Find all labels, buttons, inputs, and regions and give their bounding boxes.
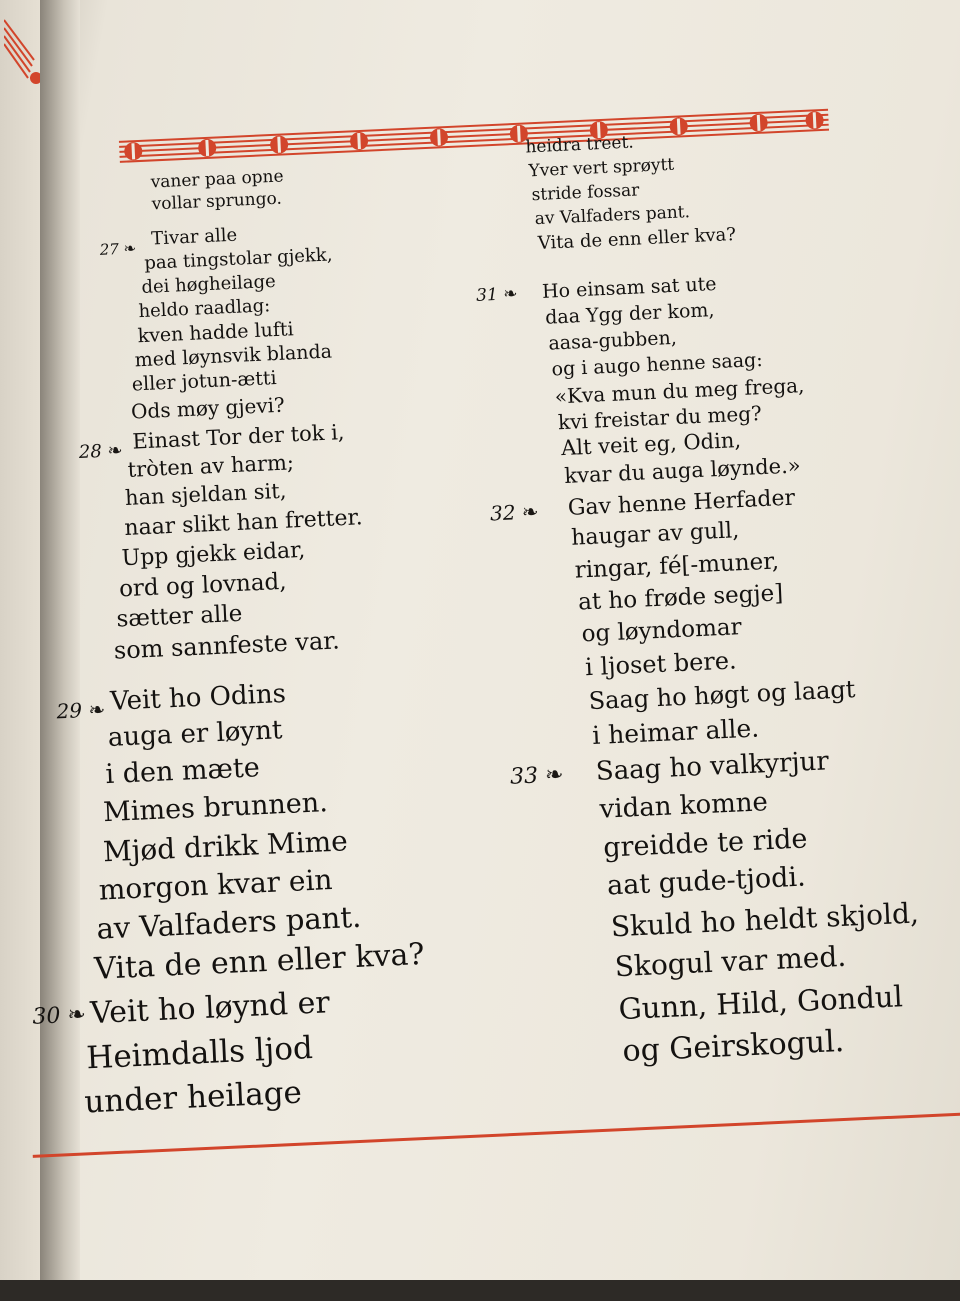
verse-line: i den mæte (104, 752, 261, 791)
stanza-number (32, 1002, 87, 1029)
verse-line: daa Ygg der kom, (544, 299, 715, 329)
verse-line: naar slikt han fretter. (123, 505, 364, 542)
ornamental-border (118, 102, 829, 170)
fleuron-icon: ❧ (118, 239, 137, 259)
verse-line: Mjød drikk Mime (102, 824, 349, 869)
verse-line: Saag ho høgt og laagt (588, 675, 856, 716)
verse-line: han sjeldan sit, (124, 478, 287, 510)
verse-line: Ods møy gjevi? (130, 392, 286, 424)
bottom-rule (33, 1112, 960, 1158)
verse-line: ord og lovnad, (118, 568, 288, 603)
stanza-number-text: 27 (99, 240, 120, 259)
verse-line: vollar sprungo. (151, 188, 283, 215)
verse-line: med løynsvik blanda (134, 340, 333, 372)
stanza-number-text: 29 (56, 698, 83, 724)
stanza-number-text: 28 (78, 441, 103, 464)
verse-line: at ho frøde segje] (577, 580, 784, 616)
verse-line: aasa-gubben, (547, 326, 678, 355)
verse-line: i heimar alle. (591, 713, 760, 751)
verse-line: Gunn, Hild, Gondul (617, 979, 904, 1027)
stanza-number (476, 284, 518, 306)
fleuron-icon: ❧ (537, 762, 565, 789)
stanza-number (56, 697, 106, 723)
verse-line: under heilage (83, 1074, 303, 1121)
verse-line: i ljoset bere. (584, 646, 738, 682)
stanza-number-text: 30 (31, 1003, 62, 1030)
verse-line: og løyndomar (581, 614, 743, 648)
verse-line: Skuld ho heldt skjold, (610, 896, 920, 944)
verse-line: paa tingstolar gjekk, (143, 244, 333, 274)
verse-line: Vita de enn eller kva? (93, 936, 426, 987)
stanza-number (510, 762, 565, 789)
verse-line: Saag ho valkyrjur (595, 746, 830, 787)
verse-line: Alt veit eg, Odin, (560, 428, 742, 461)
verse-line: og Geirskogul. (621, 1023, 845, 1069)
verse-line: «Kva mun du meg frega, (554, 373, 805, 409)
verse-line: kvi freistar du meg? (557, 401, 763, 435)
verse-line: Vita de enn eller kva? (537, 224, 737, 254)
verse-line: dei høgheilage (141, 270, 277, 299)
verse-line: Ho einsam sat ute (541, 272, 718, 303)
stanza-number-text: 33 (509, 763, 539, 790)
verse-line: Mimes brunnen. (102, 787, 329, 829)
verse-line: ringar, fé[-muner, (574, 548, 780, 584)
verse-line: Yver vert sprøytt (528, 154, 675, 182)
verse-line: heldo raadlag: (138, 295, 271, 323)
verse-line: Heimdalls ljod (85, 1030, 314, 1077)
fleuron-icon: ❧ (59, 1002, 87, 1029)
fleuron-icon: ❧ (101, 440, 124, 462)
verse-line: kven hadde lufti (137, 318, 295, 348)
verse-line: greidde te ride (602, 823, 809, 864)
verse-line: Tivar alle (150, 224, 238, 250)
verse-line: stride fossar (531, 180, 640, 206)
verse-line: og i augo henne saag: (551, 348, 764, 381)
fleuron-icon: ❧ (497, 283, 518, 305)
fleuron-icon: ❧ (81, 697, 106, 723)
verse-line: heidra treet. (525, 132, 635, 158)
verse-line: eller jotun-ætti (131, 367, 278, 396)
stanza-number (78, 440, 123, 463)
stanza-number-text: 32 (489, 500, 517, 526)
verse-line: Veit ho Odins (109, 678, 287, 717)
verse-line: sætter alle (115, 600, 243, 633)
verse-line: Gav henne Herfader (567, 485, 796, 521)
fleuron-icon: ❧ (514, 499, 540, 525)
verse-line: av Valfaders pant. (534, 202, 691, 230)
verse-line: auga er løynt (107, 715, 283, 754)
verse-line: haugar av gull, (570, 518, 740, 551)
stanza-number (490, 499, 540, 525)
stanza-number-text: 31 (475, 284, 499, 306)
verse-line: tròten av harm; (127, 450, 295, 482)
verse-line: kvar du auga løynde.» (563, 453, 802, 489)
verse-line: av Valfaders pant. (95, 899, 362, 946)
verse-line: vidan komne (598, 787, 769, 825)
verse-line: Einast Tor der tok i, (131, 419, 345, 454)
verse-line: Upp gjekk eidar, (121, 537, 306, 572)
verse-line: morgon kvar ein (98, 863, 334, 907)
verse-line: Veit ho løynd er (89, 985, 331, 1032)
verse-line: aat gude-tjodi. (606, 861, 807, 902)
verse-line: Skogul var med. (614, 939, 847, 984)
stanza-number (99, 239, 136, 259)
verse-line: som sannfeste var. (113, 626, 341, 665)
verse-line: vaner paa opne (150, 166, 285, 193)
